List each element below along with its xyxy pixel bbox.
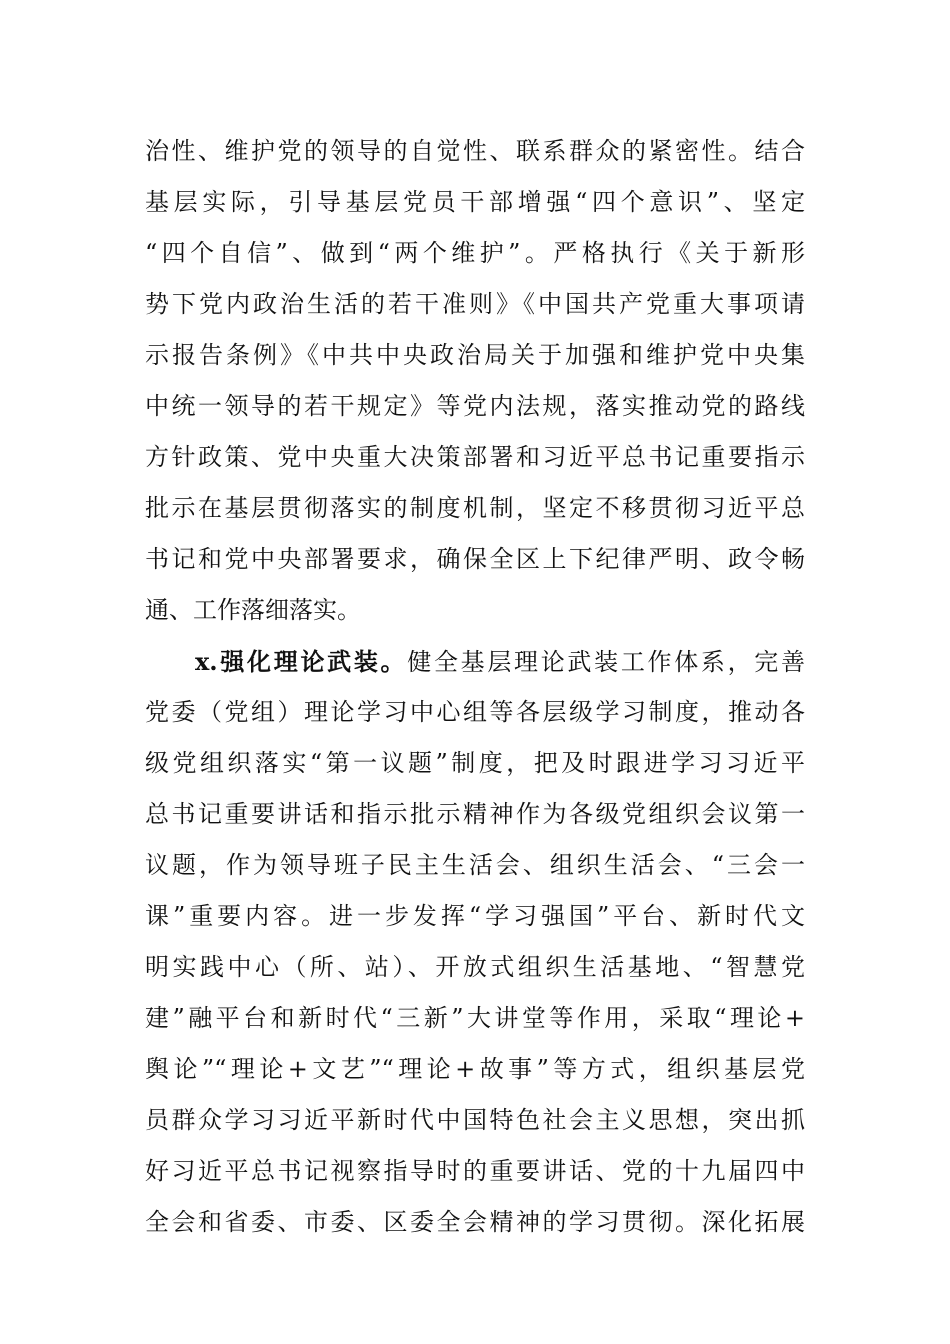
text-line: 通、工作落细落实。 [145, 596, 361, 624]
text-line: 方针政策、党中央重大决策部署和习近平总书记重要指示 [145, 443, 805, 471]
text-line: 总书记重要讲话和指示批示精神作为各级党组织会议第一 [145, 800, 805, 828]
paragraph-theory-study [145, 636, 805, 1248]
text-line: 好习近平总书记视察指导时的重要讲话、党的十九届四中 [145, 1157, 805, 1185]
text-line: 舆论”“理论+文艺”“理论+故事”等方式，组织基层党 [145, 1055, 805, 1083]
text-line: 建”融平台和新时代“三新”大讲堂等作用，采取“理论+ [145, 1004, 805, 1032]
text-line: 党委（党组）理论学习中心组等各层级学习制度，推动各 [145, 698, 805, 726]
document-body [145, 126, 805, 1248]
paragraph-political-discipline [145, 126, 805, 636]
text-line: 课”重要内容。进一步发挥“学习强国”平台、新时代文 [145, 902, 805, 930]
text-line: 中统一领导的若干规定》等党内法规，落实推动党的路线 [145, 392, 805, 420]
heading-continuation: 健全基层理论武装工作体系，完善 [407, 648, 806, 676]
text-line: 治性、维护党的领导的自觉性、联系群众的紧密性。结合 [145, 137, 805, 165]
text-line: 员群众学习习近平新时代中国特色社会主义思想，突出抓 [145, 1106, 805, 1134]
text-line: 批示在基层贯彻落实的制度机制，坚定不移贯彻习近平总 [145, 494, 805, 522]
paragraph-first-line [145, 636, 805, 687]
text-line: 明实践中心（所、站）、开放式组织生活基地、“智慧党 [145, 953, 805, 981]
text-line: 议题，作为领导班子民主生活会、组织生活会、“三会一 [145, 851, 805, 879]
text-line: 示报告条例》《中共中央政治局关于加强和维护党中央集 [145, 341, 805, 369]
text-line: 书记和党中央部署要求，确保全区上下纪律严明、政令畅 [145, 545, 805, 573]
text-line: 级党组织落实“第一议题”制度，把及时跟进学习习近平 [145, 749, 805, 777]
text-line: 势下党内政治生活的若干准则》《中国共产党重大事项请 [145, 290, 805, 318]
text-line: 全会和省委、市委、区委全会精神的学习贯彻。深化拓展 [145, 1208, 805, 1236]
section-heading: x.强化理论武装。 [195, 647, 408, 676]
text-line: 基层实际，引导基层党员干部增强“四个意识”、坚定 [145, 188, 805, 216]
text-line: “四个自信”、做到“两个维护”。严格执行《关于新形 [145, 239, 805, 267]
